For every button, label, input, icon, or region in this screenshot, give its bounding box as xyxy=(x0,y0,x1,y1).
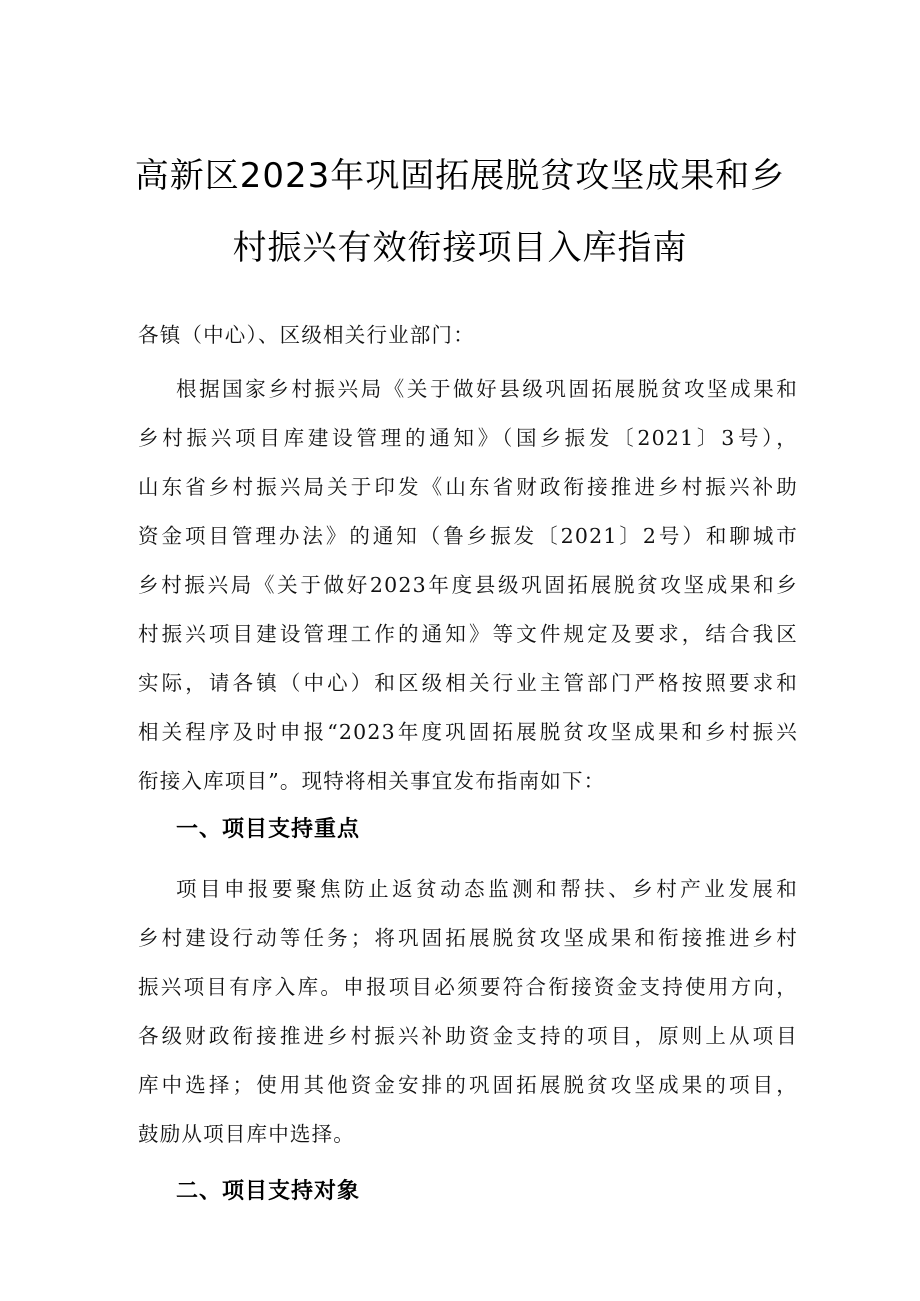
section-1-line: 各级财政衔接推进乡村振兴补助资金支持的项目，原则上从项目 xyxy=(138,1024,798,1048)
intro-line: 乡村振兴局《关于做好2023年度县级巩固拓展脱贫攻坚成果和乡 xyxy=(138,573,798,597)
intro-line: 实际，请各镇（中心）和区级相关行业主管部门严格按照要求和 xyxy=(138,671,798,695)
section-2-heading: 二、项目支持对象 xyxy=(176,1179,361,1204)
document-title-line-1: 高新区2023年巩固拓展脱贫攻坚成果和乡 xyxy=(134,156,786,196)
section-1-heading: 一、项目支持重点 xyxy=(176,817,361,842)
intro-line: 乡村振兴项目库建设管理的通知》（国乡振发〔2021〕3号）， xyxy=(138,426,798,450)
document-title-line-2: 村振兴有效衔接项目入库指南 xyxy=(232,228,688,268)
intro-line: 山东省乡村振兴局关于印发《山东省财政衔接推进乡村振兴补助 xyxy=(138,475,798,499)
section-1-line: 乡村建设行动等任务；将巩固拓展脱贫攻坚成果和衔接推进乡村 xyxy=(138,926,798,950)
intro-line: 相关程序及时申报“2023年度巩固拓展脱贫攻坚成果和乡村振兴 xyxy=(138,720,798,744)
intro-line: 资金项目管理办法》的通知（鲁乡振发〔2021〕2号）和聊城市 xyxy=(138,524,798,548)
intro-line: 衔接入库项目”。现特将相关事宜发布指南如下： xyxy=(138,769,606,793)
section-1-line: 项目申报要聚焦防止返贫动态监测和帮扶、乡村产业发展和 xyxy=(176,877,798,901)
intro-line: 村振兴项目建设管理工作的通知》等文件规定及要求，结合我区 xyxy=(138,622,798,646)
section-1-line: 鼓励从项目库中选择。 xyxy=(138,1122,355,1146)
intro-line: 根据国家乡村振兴局《关于做好县级巩固拓展脱贫攻坚成果和 xyxy=(176,377,798,401)
salutation: 各镇（中心）、区级相关行业部门： xyxy=(138,323,475,347)
section-1-line: 库中选择；使用其他资金安排的巩固拓展脱贫攻坚成果的项目， xyxy=(138,1073,798,1097)
section-1-line: 振兴项目有序入库。申报项目必须要符合衔接资金支持使用方向， xyxy=(138,975,798,999)
